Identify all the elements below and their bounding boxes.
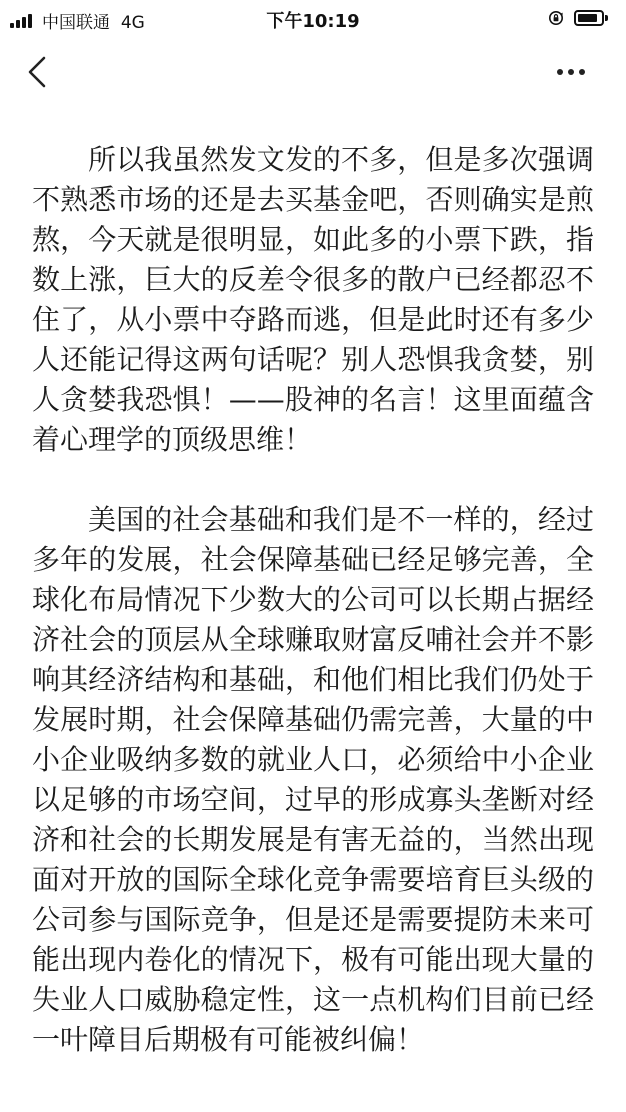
- nav-bar: [0, 40, 626, 104]
- article-paragraph: 所以我虽然发文发的不多，但是多次强调不熟悉市场的还是去买基金吧，否则确实是煎熬，今天就是很明显，如此多的小票下跌，指数上涨，巨大的反差令很多的散户已经都忍不住了，从小票中夺路而逃，但是此时还有多少人还能记得这两句话呢？别人恐惧我贪婪，别人贪婪我恐惧！——股神的名言！这里面蕴含着心理学的顶级思维！: [32, 143, 594, 456]
- article-body: [32, 140, 594, 1060]
- status-bar: [0, 0, 626, 40]
- chevron-left-icon: [14, 48, 58, 96]
- battery-icon: [574, 10, 604, 26]
- more-icon: [546, 52, 596, 92]
- status-time: 下午10:19: [266, 11, 360, 32]
- network-type: 4G: [120, 13, 145, 33]
- more-button[interactable]: [546, 52, 596, 92]
- battery-level: [578, 14, 597, 22]
- carrier-name: 中国联通: [42, 13, 110, 33]
- orientation-lock-icon: [548, 10, 564, 26]
- back-button[interactable]: [14, 48, 58, 96]
- article-paragraph: 美国的社会基础和我们是不一样的，经过多年的发展，社会保障基础已经足够完善，全球化布局情况下少数大的公司可以长期占据经济社会的顶层从全球赚取财富反哺社会并不影响其经济结构和基础，和他们相比我们仍处于发展时期，社会保障基础仍需完善，大量的中小企业吸纳多数的就业人口，必须给中小企业以足够的市场空间，过早的形成寡头垄断对经济和社会的长期发展是有害无益的，当然出现面对开放的国际全球化竞争需要培育巨头级的公司参与国际竞争，但是还是需要提防未来可能出现内卷化的情况下，极有可能出现大量的失业人口威胁稳定性，这一点机构们目前已经一叶障目后期极有可能被纠偏！: [32, 503, 594, 1056]
- battery-tip: [605, 15, 608, 21]
